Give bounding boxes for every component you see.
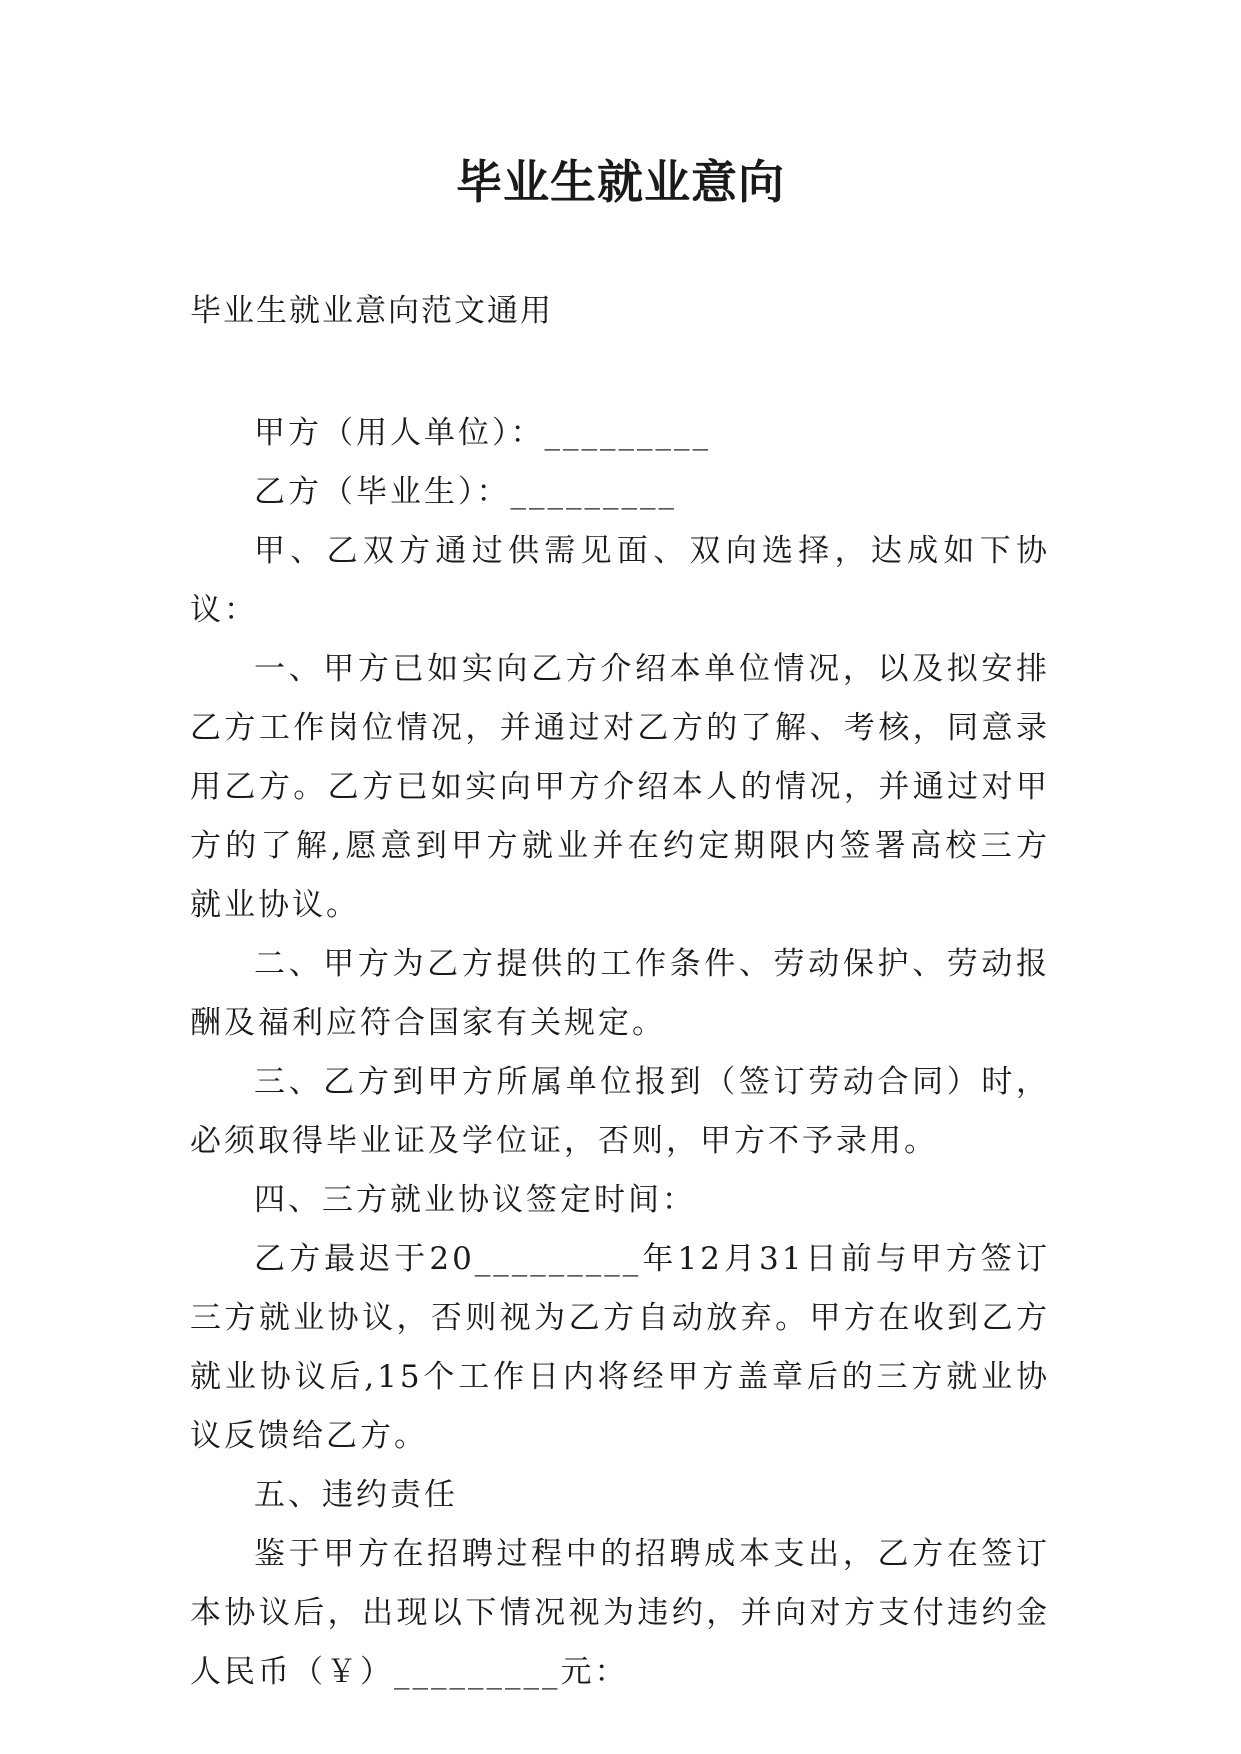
- clause-2: 二、甲方为乙方提供的工作条件、劳动保护、劳动报酬及福利应符合国家有关规定。: [190, 946, 1050, 1041]
- clause-1: 一、甲方已如实向乙方介绍本单位情况，以及拟安排乙方工作岗位情况，并通过对乙方的了解、考核，同意录用乙方。乙方已如实向甲方介绍本人的情况，并通过对甲方的了解,愿意到甲方就业并在约定期限内签署高校三方就业协议。: [190, 651, 1050, 923]
- clause-3: 三、乙方到甲方所属单位报到（签订劳动合同）时，必须取得毕业证及学位证，否则，甲方不予录用。: [190, 1064, 1050, 1159]
- clause-5-heading: 五、违约责任: [254, 1477, 458, 1513]
- document-title: 毕业生就业意向: [456, 155, 785, 209]
- clause-4-body: 乙方最迟于20_________年12月31日前与甲方签订三方就业协议，否则视为乙方自动放弃。甲方在收到乙方就业协议后,15个工作日内将经甲方盖章后的三方就业协议反馈给乙方。: [190, 1241, 1050, 1454]
- clause-5-body: 鉴于甲方在招聘过程中的招聘成本支出，乙方在签订本协议后，出现以下情况视为违约，并向对方支付违约金人民币（￥）_________元：: [190, 1536, 1050, 1690]
- party-a-line: 甲方（用人单位）：_________: [254, 415, 711, 451]
- document-subtitle: 毕业生就业意向范文通用: [190, 293, 553, 329]
- agreement-intro: 甲、乙双方通过供需见面、双向选择，达成如下协议：: [190, 533, 1050, 628]
- document-body: [190, 404, 1050, 1702]
- party-b-line: 乙方（毕业生）：_________: [254, 474, 677, 510]
- clause-4-heading: 四、三方就业协议签定时间：: [254, 1182, 696, 1218]
